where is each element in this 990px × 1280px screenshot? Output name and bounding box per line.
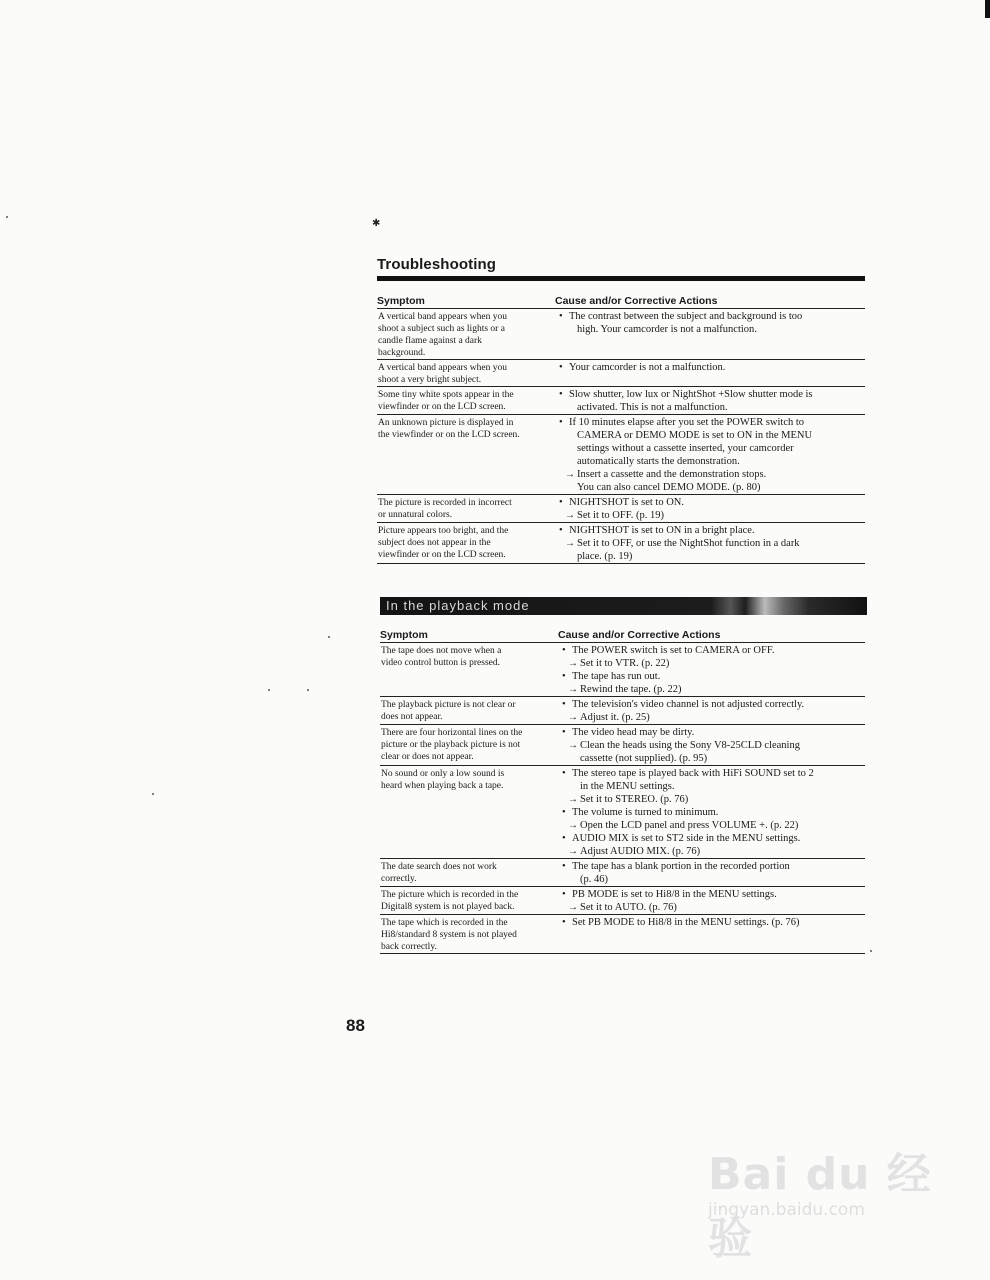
symptom-line: Digital8 system is not played back. (381, 902, 515, 912)
symptom-cell (380, 887, 558, 914)
symptom-cell (377, 523, 555, 563)
symptom-line: The date search does not work (381, 862, 497, 872)
symptom-line: shoot a subject such as lights or a (378, 324, 505, 334)
cause-bullet: • AUDIO MIX is set to ST2 side in the MENU settings. (558, 832, 865, 845)
corrective-action: → Open the LCD panel and press VOLUME +. (p. 22) (558, 819, 865, 832)
symptom-line: A vertical band appears when you (378, 312, 507, 322)
scan-speck (307, 689, 309, 691)
symptom-line: subject does not appear in the (378, 538, 491, 548)
corrective-action: → Set it to OFF. (p. 19) (555, 509, 865, 522)
cause-bullet: • The stereo tape is played back with HiFi SOUND set to 2 (558, 767, 865, 780)
scan-mark: ✱ (372, 218, 381, 229)
table-row (377, 309, 865, 360)
watermark (708, 1128, 958, 1264)
cause-bullet: • NIGHTSHOT is set to ON in a bright place. (555, 524, 865, 537)
table-rows (380, 643, 865, 954)
symptom-cell (380, 643, 558, 696)
cause-cell (558, 887, 865, 914)
page-edge-mark (985, 0, 990, 18)
table-rows (377, 309, 865, 564)
cause-cell (558, 766, 865, 858)
cause-bullet: • Slow shutter, low lux or NightShot +Slow shutter mode is (555, 388, 865, 401)
cause-continuation: You can also cancel DEMO MODE. (p. 80) (577, 482, 761, 493)
symptom-line: correctly. (381, 874, 417, 884)
symptom-cell (377, 387, 555, 414)
cause-cell (555, 360, 865, 386)
cause-cell (555, 387, 865, 414)
symptom-line: An unknown picture is displayed in (378, 418, 514, 428)
cause-continuation: settings without a cassette inserted, your camcorder (577, 443, 794, 454)
corrective-action: → Clean the heads using the Sony V8-25CLD cleaning (558, 739, 865, 752)
scan-speck (152, 793, 154, 795)
symptom-line: candle flame against a dark (378, 336, 482, 346)
banner-label: In the playback mode (386, 598, 530, 613)
symptom-line: the viewfinder or on the LCD screen. (378, 430, 520, 440)
corrective-action: → Rewind the tape. (p. 22) (558, 683, 865, 696)
cause-bullet: • NIGHTSHOT is set to ON. (555, 496, 865, 509)
symptom-line: background. (378, 348, 426, 358)
table-row (377, 360, 865, 387)
symptom-cell (380, 697, 558, 724)
corrective-action: → Set it to OFF, or use the NightShot function in a dark (555, 537, 865, 550)
cause-cell (558, 697, 865, 724)
cause-continuation: CAMERA or DEMO MODE is set to ON in the MENU (577, 430, 813, 441)
symptom-line: back correctly. (381, 942, 437, 952)
section-banner-playback (380, 597, 867, 615)
cause-continuation: activated. This is not a malfunction. (577, 402, 728, 413)
cause-cell (555, 523, 865, 563)
scan-speck (870, 950, 872, 952)
symptom-line: shoot a very bright subject. (378, 375, 482, 385)
symptom-line: The tape which is recorded in the (381, 918, 508, 928)
cause-continuation: in the MENU settings. (580, 781, 675, 792)
corrective-action: → Adjust AUDIO MIX. (p. 76) (558, 845, 865, 858)
cause-bullet: • PB MODE is set to Hi8/8 in the MENU settings. (558, 888, 865, 901)
symptom-heading: Symptom (380, 629, 428, 641)
page-number: 88 (346, 1016, 365, 1035)
table-header (380, 626, 865, 643)
scan-speck (6, 216, 8, 218)
cause-cell (558, 915, 865, 953)
symptom-line: The picture is recorded in incorrect (378, 498, 512, 508)
symptom-cell (380, 725, 558, 765)
symptom-line: or unnatural colors. (378, 510, 453, 520)
scan-speck (328, 636, 330, 638)
cause-bullet: • The television's video channel is not adjusted correctly. (558, 698, 865, 711)
cause-bullet: • Your camcorder is not a malfunction. (555, 361, 865, 374)
cause-bullet: • The volume is turned to minimum. (558, 806, 865, 819)
cause-bullet: • If 10 minutes elapse after you set the POWER switch to (555, 416, 865, 429)
watermark-logo: Bai du 经验 (708, 1149, 932, 1264)
symptom-cell (377, 495, 555, 522)
symptom-line: viewfinder or on the LCD screen. (378, 550, 506, 560)
cause-continuation: (p. 46) (580, 874, 608, 885)
symptom-line: The playback picture is not clear or (381, 700, 516, 710)
symptom-line: No sound or only a low sound is (381, 769, 505, 779)
symptom-cell (377, 360, 555, 386)
symptom-line: clear or does not appear. (381, 752, 474, 762)
cause-cell (555, 415, 865, 494)
table-row (377, 523, 865, 564)
table-row (380, 887, 865, 915)
cause-continuation: high. Your camcorder is not a malfunction. (577, 324, 757, 335)
cause-bullet: • The video head may be dirty. (558, 726, 865, 739)
corrective-action: → Set it to AUTO. (p. 76) (558, 901, 865, 914)
title-rule (377, 276, 865, 281)
table-row (380, 766, 865, 859)
symptom-cell (380, 766, 558, 858)
table-row (380, 859, 865, 887)
table-row (380, 643, 865, 697)
corrective-action: → Adjust it. (p. 25) (558, 711, 865, 724)
symptom-line: viewfinder or on the LCD screen. (378, 402, 506, 412)
symptom-cell (377, 415, 555, 494)
cause-bullet: • The contrast between the subject and background is too (555, 310, 865, 323)
table-header (377, 292, 865, 309)
symptom-line: video control button is pressed. (381, 658, 500, 668)
cause-cell (558, 643, 865, 696)
cause-cell (558, 725, 865, 765)
table-row (380, 697, 865, 725)
table-row (377, 387, 865, 415)
cause-bullet: • The tape has a blank portion in the recorded portion (558, 860, 865, 873)
symptom-cell (380, 915, 558, 953)
cause-bullet: • Set PB MODE to Hi8/8 in the MENU settings. (p. 76) (558, 916, 865, 929)
cause-cell (558, 859, 865, 886)
watermark-url: jingyan.baidu.com (708, 1200, 865, 1220)
symptom-line: does not appear. (381, 712, 443, 722)
symptom-line: heard when playing back a tape. (381, 781, 504, 791)
symptom-line: Picture appears too bright, and the (378, 526, 509, 536)
symptom-line: Some tiny white spots appear in the (378, 390, 514, 400)
corrective-action: → Set it to VTR. (p. 22) (558, 657, 865, 670)
cause-continuation: cassette (not supplied). (p. 95) (580, 753, 708, 764)
cause-heading: Cause and/or Corrective Actions (555, 295, 718, 307)
table-row (380, 725, 865, 766)
cause-continuation: automatically starts the demonstration. (577, 456, 740, 467)
table-row (377, 495, 865, 523)
symptom-line: The picture which is recorded in the (381, 890, 519, 900)
symptom-line: Hi8/standard 8 system is not played (381, 930, 517, 940)
scan-speck (268, 689, 270, 691)
cause-bullet: • The tape has run out. (558, 670, 865, 683)
cause-cell (555, 309, 865, 359)
symptom-cell (380, 859, 558, 886)
troubleshooting-table-recording (377, 292, 865, 564)
symptom-line: There are four horizontal lines on the (381, 728, 523, 738)
cause-cell (555, 495, 865, 522)
symptom-cell (377, 309, 555, 359)
page-title: Troubleshooting (377, 256, 496, 273)
symptom-line: A vertical band appears when you (378, 363, 507, 373)
cause-continuation: place. (p. 19) (577, 551, 633, 562)
cause-bullet: • The POWER switch is set to CAMERA or OFF. (558, 644, 865, 657)
troubleshooting-table-playback (380, 626, 865, 954)
symptom-heading: Symptom (377, 295, 425, 307)
symptom-line: picture or the playback picture is not (381, 740, 521, 750)
table-row (380, 915, 865, 954)
symptom-line: The tape does not move when a (381, 646, 502, 656)
cause-heading: Cause and/or Corrective Actions (558, 629, 721, 641)
corrective-action: → Set it to STEREO. (p. 76) (558, 793, 865, 806)
table-row (377, 415, 865, 495)
corrective-action: → Insert a cassette and the demonstration stops. (555, 468, 865, 481)
